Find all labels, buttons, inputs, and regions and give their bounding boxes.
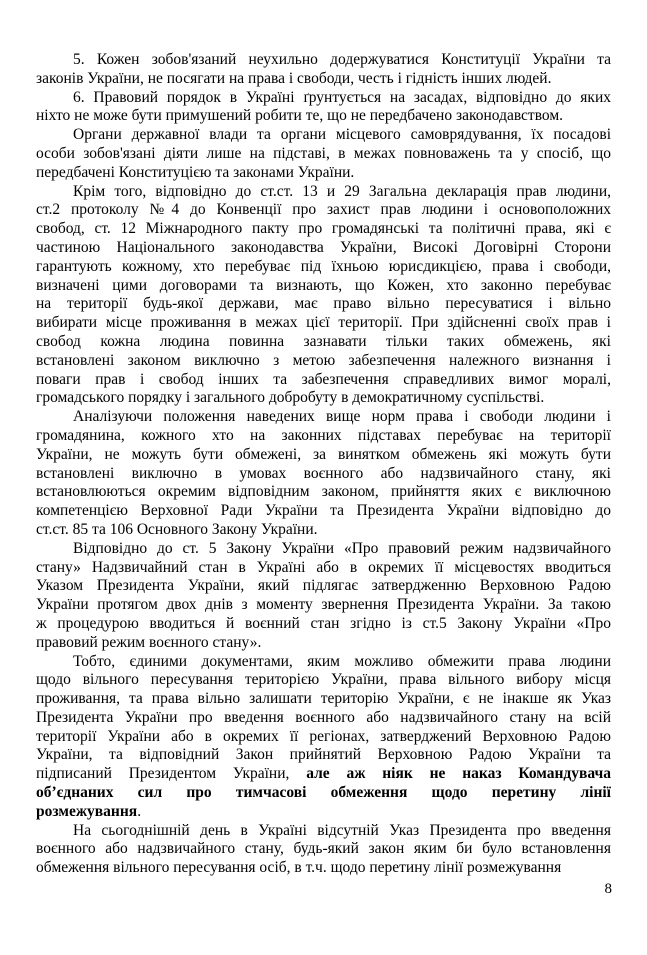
- text-run: обмеження вільного пересування осіб, в т.ч. щодо перетину лінії розмежування: [36, 859, 562, 877]
- text-line: [36, 164, 611, 183]
- text-line: [36, 295, 611, 314]
- text-line: [36, 521, 611, 540]
- text-line: [36, 427, 611, 446]
- text-line: [36, 201, 611, 220]
- text-run: частиною Національного законодавства України, Високі Договірні Сторони: [36, 238, 611, 256]
- text-run: щодо вільного пересування територією України, права вільного вибору місця: [36, 671, 611, 689]
- text-line: [36, 352, 611, 371]
- text-line: [36, 728, 611, 747]
- text-line: [36, 446, 611, 465]
- text-run: встановлюються окремим відповідним законом, прийняття яких є виключною: [36, 483, 611, 501]
- text-run: гарантують кожному, хто перебуває під їхньою юрисдикцією, права і свободи,: [36, 257, 611, 275]
- text-run: визначені цими договорами та визнають, що Кожен, хто законно перебуває: [36, 276, 611, 294]
- text-run: ст.2 протоколу №4 до Конвенції про захист прав людини і основоположних: [36, 201, 611, 219]
- text-run: передбачені Конституцією та законами України.: [36, 163, 355, 181]
- text-line: [36, 145, 611, 164]
- text-line: [36, 690, 611, 709]
- text-line: [36, 615, 611, 634]
- text-line: [36, 314, 611, 333]
- text-run: воєнного або надзвичайного стану, будь-який закон яким би було встановлення: [36, 840, 611, 858]
- text-run: України, та відповідний Закон прийнятий Верховною Радою України та: [36, 746, 611, 764]
- text-run: ст.ст. 85 та 106 Основного Закону України.: [36, 520, 318, 538]
- text-run: особи зобов'язані діяти лише на підставі, в межах повноважень та у спосіб, що: [36, 144, 611, 162]
- text-run: Відповідно до ст. 5 Закону України «Про правовий режим надзвичайного: [73, 539, 611, 557]
- text-line: [36, 540, 611, 559]
- text-line: [36, 709, 611, 728]
- text-line: [36, 746, 611, 765]
- text-run: України протягом двох днів з моменту звернення Президента України. За такою: [36, 596, 611, 614]
- text-run: території України або в окремих її регіонах, затверджений Верховною Радою: [36, 727, 611, 745]
- text-run: свобод, ст. 12 Міжнародного пакту про громадянські та політичні права, які є: [36, 220, 611, 238]
- text-line: [36, 258, 611, 277]
- text-run: громадського порядку і загального добробуту в демократичному суспільстві.: [36, 389, 545, 407]
- text-run: компетенцією Верховної Ради України та Президента України відповідно до: [36, 502, 611, 520]
- text-run: Президента України про введення воєнного або надзвичайного стану на всій: [36, 708, 611, 726]
- text-line: [36, 671, 611, 690]
- text-run: поваги прав і свобод інших та забезпечення справедливих вимог моралі,: [36, 370, 611, 388]
- text-run: підписаний Президентом України,: [36, 765, 307, 783]
- text-run: на території будь-якої держави, має право вільно пересуватися і вільно: [36, 295, 611, 313]
- bold-text-run: об’єднаних сил про тимчасові обмеження щодо перетину лінії: [36, 784, 611, 802]
- text-line: [36, 389, 611, 408]
- text-line: [36, 408, 611, 427]
- bold-text-run: розмежування: [36, 802, 138, 820]
- text-line: [36, 70, 611, 89]
- text-run: ніхто не може бути примушений робити те, що не передбачено законодавством.: [36, 107, 564, 125]
- text-line: [36, 784, 611, 803]
- text-line: [36, 634, 611, 653]
- text-line: [36, 559, 611, 578]
- page-number: 8: [604, 881, 612, 897]
- text-line: [36, 765, 611, 784]
- text-run: проживання, та права вільно залишати територію України, є не інакше як Указ: [36, 690, 611, 708]
- text-line: [36, 126, 611, 145]
- text-line: [36, 840, 611, 859]
- document-body: [36, 51, 611, 878]
- text-line: [36, 859, 611, 878]
- text-run: Аналізуючи положення наведених вище норм права і свободи людини і: [73, 408, 611, 426]
- text-line: [36, 183, 611, 202]
- text-run: громадянина, кожного хто на законних підставах перебуває на території: [36, 426, 611, 444]
- text-run: законів України, не посягати на права і свободи, честь і гідність інших людей.: [36, 69, 552, 87]
- text-run: ж процедурою вводиться й воєнний стан згідно із ст.5 Закону України «Про: [36, 614, 611, 632]
- text-line: [36, 803, 611, 822]
- text-line: [36, 653, 611, 672]
- text-run: Крім того, відповідно до ст.ст. 13 и 29 Загальна декларація прав людини,: [73, 182, 611, 200]
- text-line: [36, 277, 611, 296]
- text-run: 5. Кожен зобов'язаний неухильно додержуватися Конституції України та: [73, 51, 611, 68]
- text-run: Органи державної влади та органи місцевого самоврядування, їх посадові: [73, 126, 611, 144]
- text-run: встановлені виключно в умовах воєнного або надзвичайного стану, які: [36, 464, 611, 482]
- text-line: [36, 89, 611, 108]
- text-run: України, не можуть бути обмежені, за винятком обмежень які можуть бути: [36, 445, 611, 463]
- text-run: Тобто, єдиними документами, яким можливо обмежити права людини: [73, 652, 611, 670]
- text-run: .: [137, 802, 142, 820]
- text-line: [36, 51, 611, 70]
- text-run: встановлені законом виключно з метою забезпечення належного визнання і: [36, 351, 611, 369]
- text-line: [36, 577, 611, 596]
- text-line: [36, 220, 611, 239]
- text-line: [36, 483, 611, 502]
- text-line: [36, 465, 611, 484]
- bold-text-run: але аж ніяк не наказ Командувача: [306, 765, 611, 783]
- text-run: свобод кожна людина повинна зазнавати тільки таких обмежень, які: [36, 332, 611, 350]
- text-line: [36, 371, 611, 390]
- text-line: [36, 239, 611, 258]
- text-run: стану» Надзвичайний стан в Україні або в окремих її місцевостях вводиться: [36, 558, 611, 576]
- text-run: вибирати місце проживання в межах цієї території. При здійсненні своїх прав і: [36, 314, 611, 332]
- text-line: [36, 333, 611, 352]
- text-line: [36, 107, 611, 126]
- text-run: Указом Президента України, який підлягає затвердженню Верховною Радою: [36, 577, 611, 595]
- text-run: 6. Правовий порядок в Україні ґрунтується на засадах, відповідно до яких: [73, 88, 611, 106]
- text-line: [36, 822, 611, 841]
- text-line: [36, 596, 611, 615]
- text-run: На сьогоднішній день в Україні відсутній Указ Президента про введення: [73, 821, 611, 839]
- text-run: правовий режим воєнного стану».: [36, 633, 262, 651]
- text-line: [36, 502, 611, 521]
